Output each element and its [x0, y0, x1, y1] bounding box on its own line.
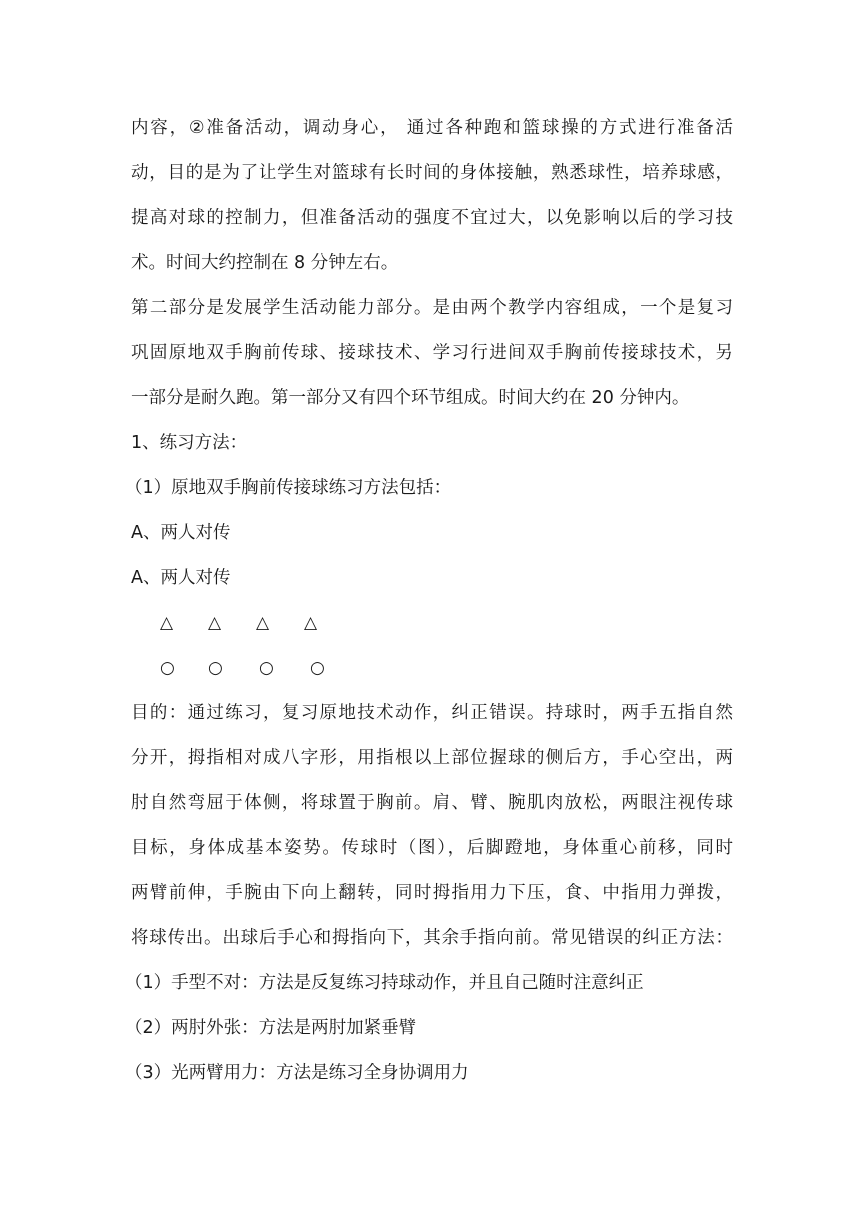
- paragraph-line: 目的：通过练习，复习原地技术动作，纠正错误。持球时，两手五指自然: [131, 703, 733, 723]
- triangle-icon: △: [160, 613, 174, 633]
- paragraph-line: 分开，拇指相对成八字形，用指根以上部位握球的侧后方，手心空出，两: [131, 748, 733, 768]
- practice-heading: 1、练习方法：: [131, 433, 248, 453]
- paragraph-line: 术。时间大约控制在 8 分钟左右。: [131, 253, 399, 273]
- circle-icon: ○: [310, 658, 325, 678]
- paragraph-line: 第二部分是发展学生活动能力部分。是由两个教学内容组成，一个是复习: [131, 298, 733, 318]
- paragraph-line: 肘自然弯屈于体侧，将球置于胸前。肩、臂、腕肌肉放松，两眼注视传球: [131, 793, 733, 813]
- item1-heading: （1）原地双手胸前传接球练习方法包括：: [125, 478, 452, 498]
- document-body: [125, 106, 733, 1096]
- correction-item: （2）两肘外张：方法是两肘加紧垂臂: [125, 1018, 417, 1038]
- paragraph-line: 两臂前伸，手腕由下向上翻转，同时拇指用力下压，食、中指用力弹拨，: [131, 883, 733, 903]
- paragraph-line: 一部分是耐久跑。第一部分又有四个环节组成。时间大约在 20 分钟内。: [131, 388, 690, 408]
- triangle-row: [131, 601, 733, 646]
- correction-item: （1）手型不对：方法是反复练习持球动作，并且自己随时注意纠正: [125, 973, 644, 993]
- correction-item: （3）光两臂用力：方法是练习全身协调用力: [125, 1063, 469, 1083]
- triangle-icon: △: [304, 613, 318, 633]
- list-item-a: A、两人对传: [131, 523, 231, 543]
- triangle-icon: △: [208, 613, 222, 633]
- circle-icon: ○: [160, 658, 175, 678]
- circle-icon: ○: [259, 658, 274, 678]
- list-item-a: A、两人对传: [131, 568, 231, 588]
- paragraph-line: 内容，②准备活动，调动身心， 通过各种跑和篮球操的方式进行准备活: [131, 118, 733, 138]
- paragraph-line: 将球传出。出球后手心和拇指向下，其余手指向前。常见错误的纠正方法：: [131, 928, 733, 948]
- circle-icon: ○: [208, 658, 223, 678]
- paragraph-line: 目标，身体成基本姿势。传球时（图），后脚蹬地，身体重心前移，同时: [131, 838, 733, 858]
- paragraph-line: 提高对球的控制力，但准备活动的强度不宜过大，以免影响以后的学习技: [131, 208, 733, 228]
- paragraph-line: 动，目的是为了让学生对篮球有长时间的身体接触，熟悉球性，培养球感，: [131, 163, 733, 183]
- paragraph-line: 巩固原地双手胸前传球、接球技术、学习行进间双手胸前传接球技术，另: [131, 343, 733, 363]
- circle-row: [131, 646, 733, 691]
- triangle-icon: △: [256, 613, 270, 633]
